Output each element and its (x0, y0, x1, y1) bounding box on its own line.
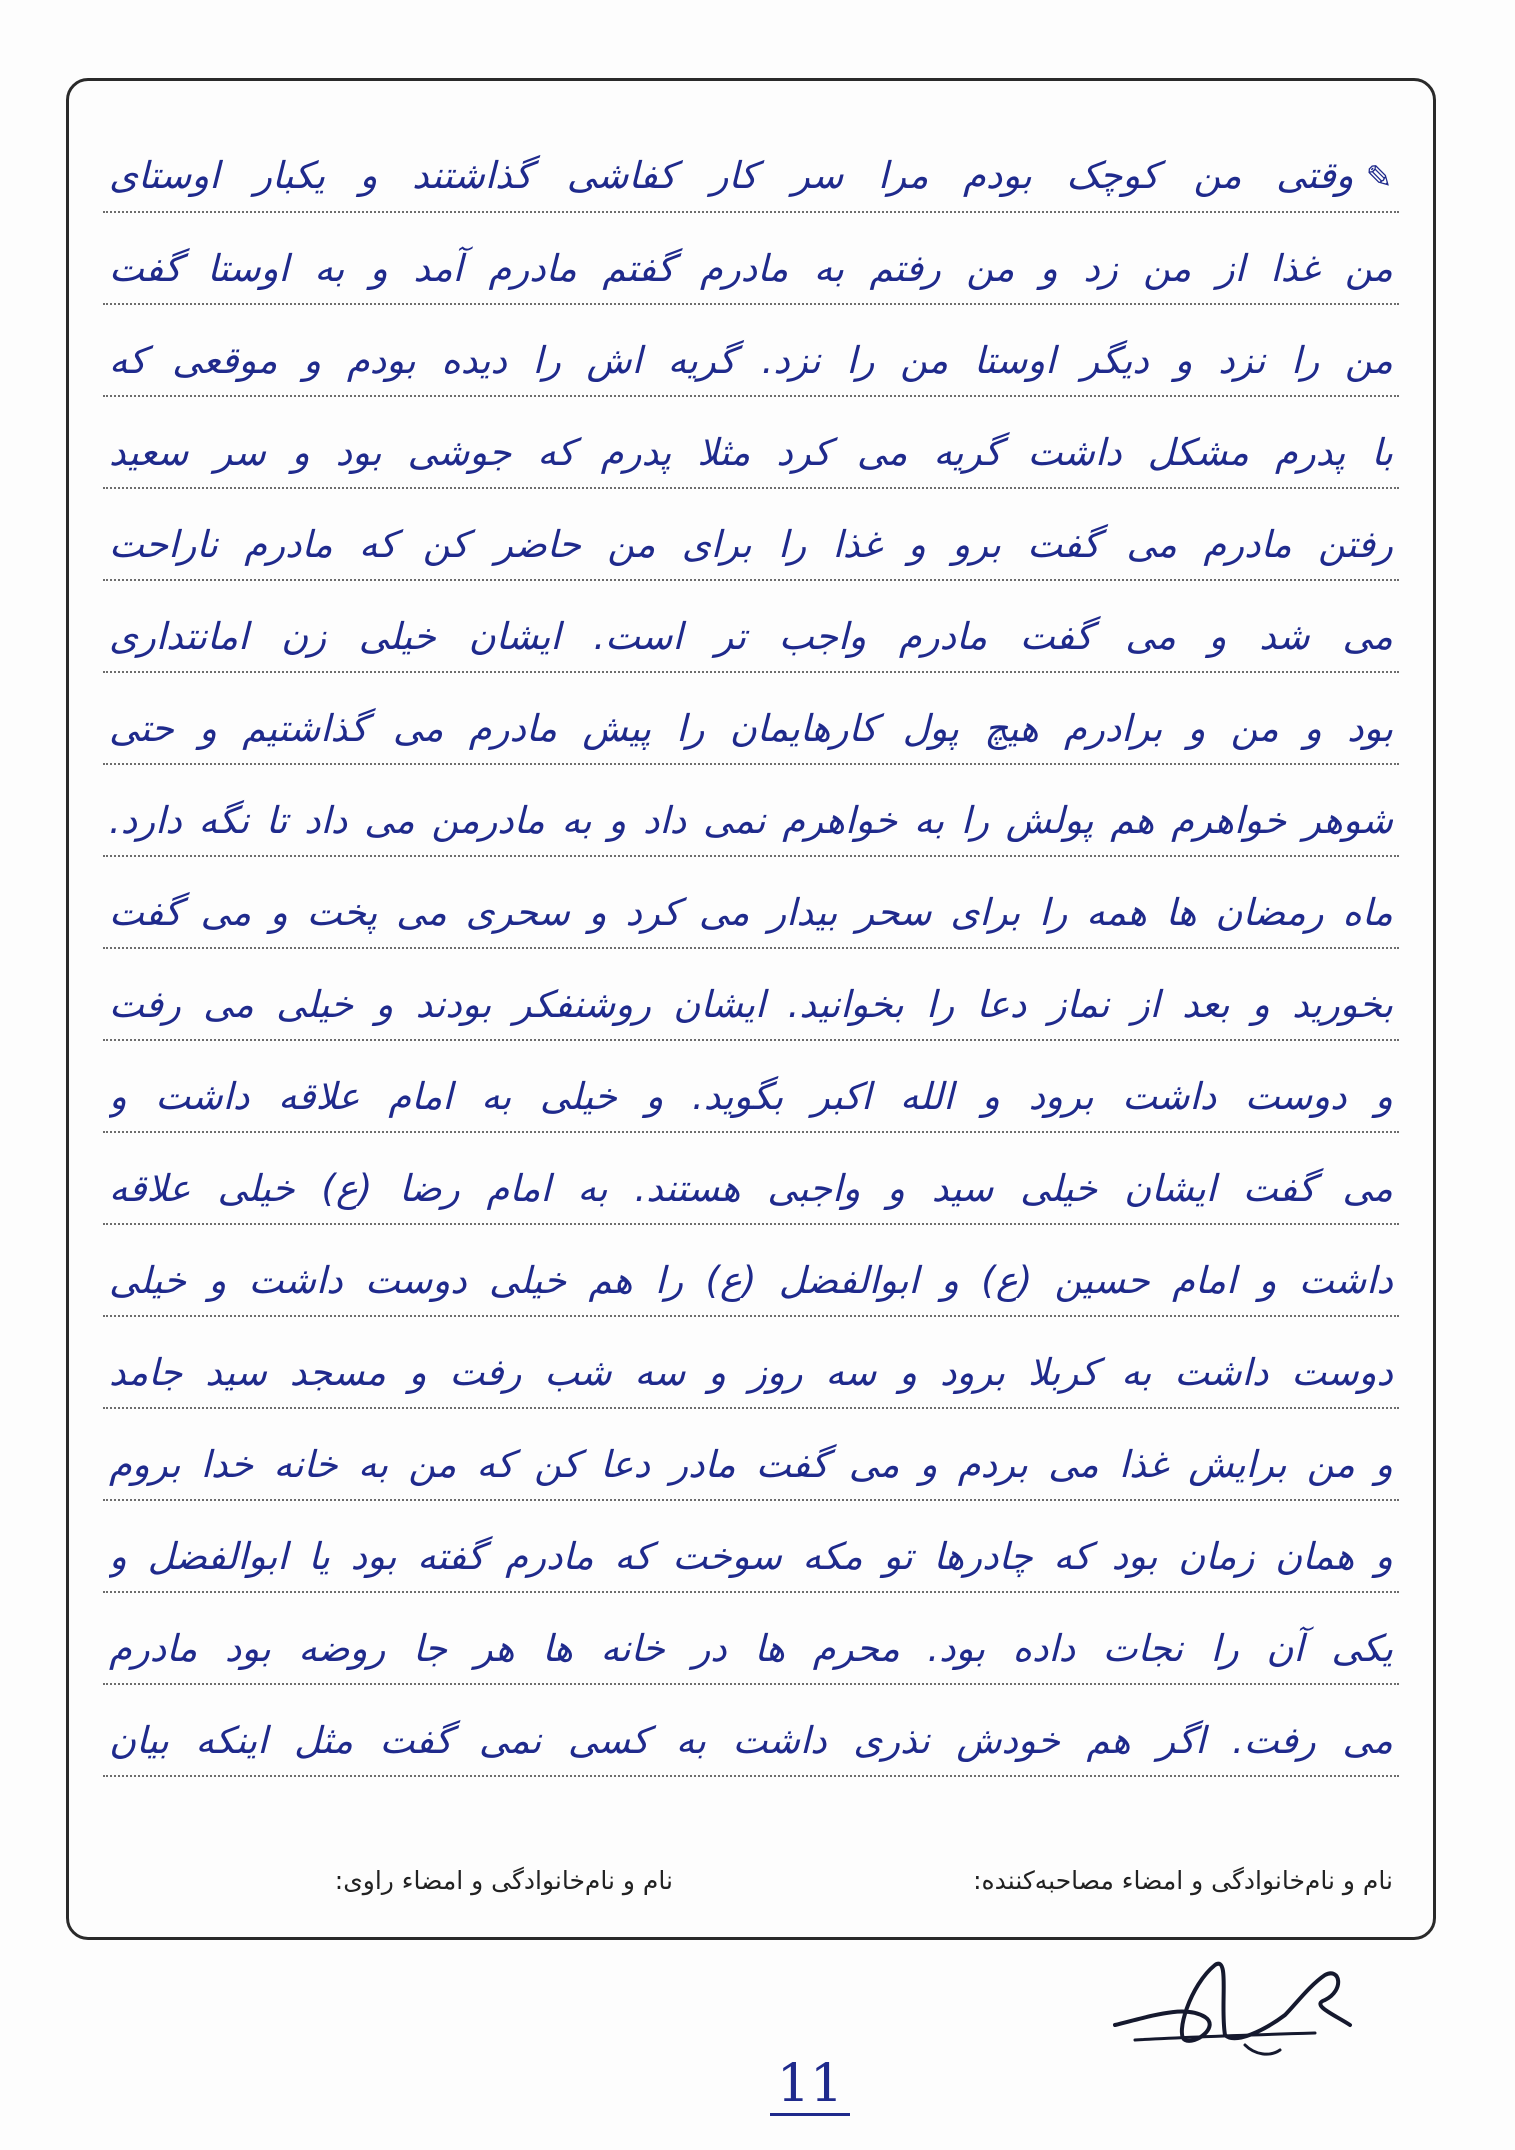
line-content: و دوست داشت برود و الله اکبر بگوید. و خیلی به امام علاقه داشت و (109, 1075, 1393, 1118)
text-line (103, 857, 1399, 949)
line-content: ماه رمضان ها همه را برای سحر بیدار می کرد و سحری می پخت و می گفت (109, 891, 1393, 934)
line-content: داشت و امام حسین (ع) و ابوالفضل (ع) را هم خیلی دوست داشت و خیلی (109, 1259, 1393, 1302)
handwritten-lines (69, 81, 1433, 1937)
text-line (103, 1409, 1399, 1501)
text-line (103, 1041, 1399, 1133)
line-content: می شد و می گفت مادرم واجب تر است. ایشان خیلی زن امانتداری (109, 615, 1393, 658)
signature-labels (109, 1866, 1393, 1916)
page-frame (66, 78, 1436, 1940)
text-line (103, 1593, 1399, 1685)
line-content: می رفت. اگر هم خودش نذری داشت به کسی نمی گفت مثل اینکه بیان (109, 1719, 1393, 1762)
text-line (103, 1317, 1399, 1409)
line-content: من را نزد و دیگر اوستا من را نزد. گریه اش را دیده بودم و موقعی که (109, 339, 1393, 382)
text-line (103, 213, 1399, 305)
text-line (103, 397, 1399, 489)
line-content: با پدرم مشکل داشت گریه می کرد مثلا پدرم که جوشی بود و سر سعید (109, 431, 1393, 474)
text-line (103, 673, 1399, 765)
text-line (103, 1133, 1399, 1225)
page-number: 11 (770, 2055, 850, 2116)
line-content: و من برایش غذا می بردم و می گفت مادر دعا کن که من به خانه خدا بروم (109, 1443, 1393, 1486)
line-content: یکی آن را نجات داده بود. محرم ها در خانه ها هر جا روضه بود مادرم (109, 1627, 1393, 1670)
line-content: دوست داشت به کربلا برود و سه روز و سه شب رفت و مسجد سید جامد (109, 1351, 1393, 1394)
narrator-signature-label: نام و نام‌خانوادگی و امضاء راوی: (334, 1866, 673, 1895)
line-content: وقتی من کوچک بودم مرا سر کار کفاشی گذاشتند و یکبار اوستای (109, 154, 1354, 197)
handwritten-signature (1095, 1945, 1365, 2065)
text-line (103, 949, 1399, 1041)
text-line (103, 305, 1399, 397)
line-content: شوهر خواهرم هم پولش را به خواهرم نمی داد و به مادرمن می داد تا نگه دارد. (109, 799, 1393, 842)
text-line (103, 489, 1399, 581)
line-content: من غذا از من زد و من رفتم به مادرم گفتم مادرم آمد و به اوستا گفت (109, 247, 1393, 290)
interviewer-signature-label: نام و نام‌خانوادگی و امضاء مصاحبه‌کننده: (973, 1866, 1393, 1895)
text-line (103, 1685, 1399, 1777)
line-content: می گفت ایشان خیلی سید و واجبی هستند. به امام رضا (ع) خیلی علاقه (109, 1167, 1393, 1210)
line-content: رفتن مادرم می گفت برو و غذا را برای من حاضر کن که مادرم ناراحت (109, 523, 1393, 566)
text-line (103, 765, 1399, 857)
text-line (103, 1501, 1399, 1593)
line-content: بود و من و برادرم هیچ پول کارهایمان را پیش مادرم می گذاشتیم و حتی (109, 707, 1393, 750)
text-line (103, 1225, 1399, 1317)
text-line (103, 581, 1399, 673)
pen-mark-icon: ✎ (1365, 158, 1393, 196)
line-content: و همان زمان بود که چادرها تو مکه سوخت که مادرم گفته بود یا ابوالفضل و (109, 1535, 1393, 1578)
line-content: بخورید و بعد از نماز دعا را بخوانید. ایشان روشنفکر بودند و خیلی می رفت (109, 983, 1393, 1026)
text-line (103, 121, 1399, 213)
